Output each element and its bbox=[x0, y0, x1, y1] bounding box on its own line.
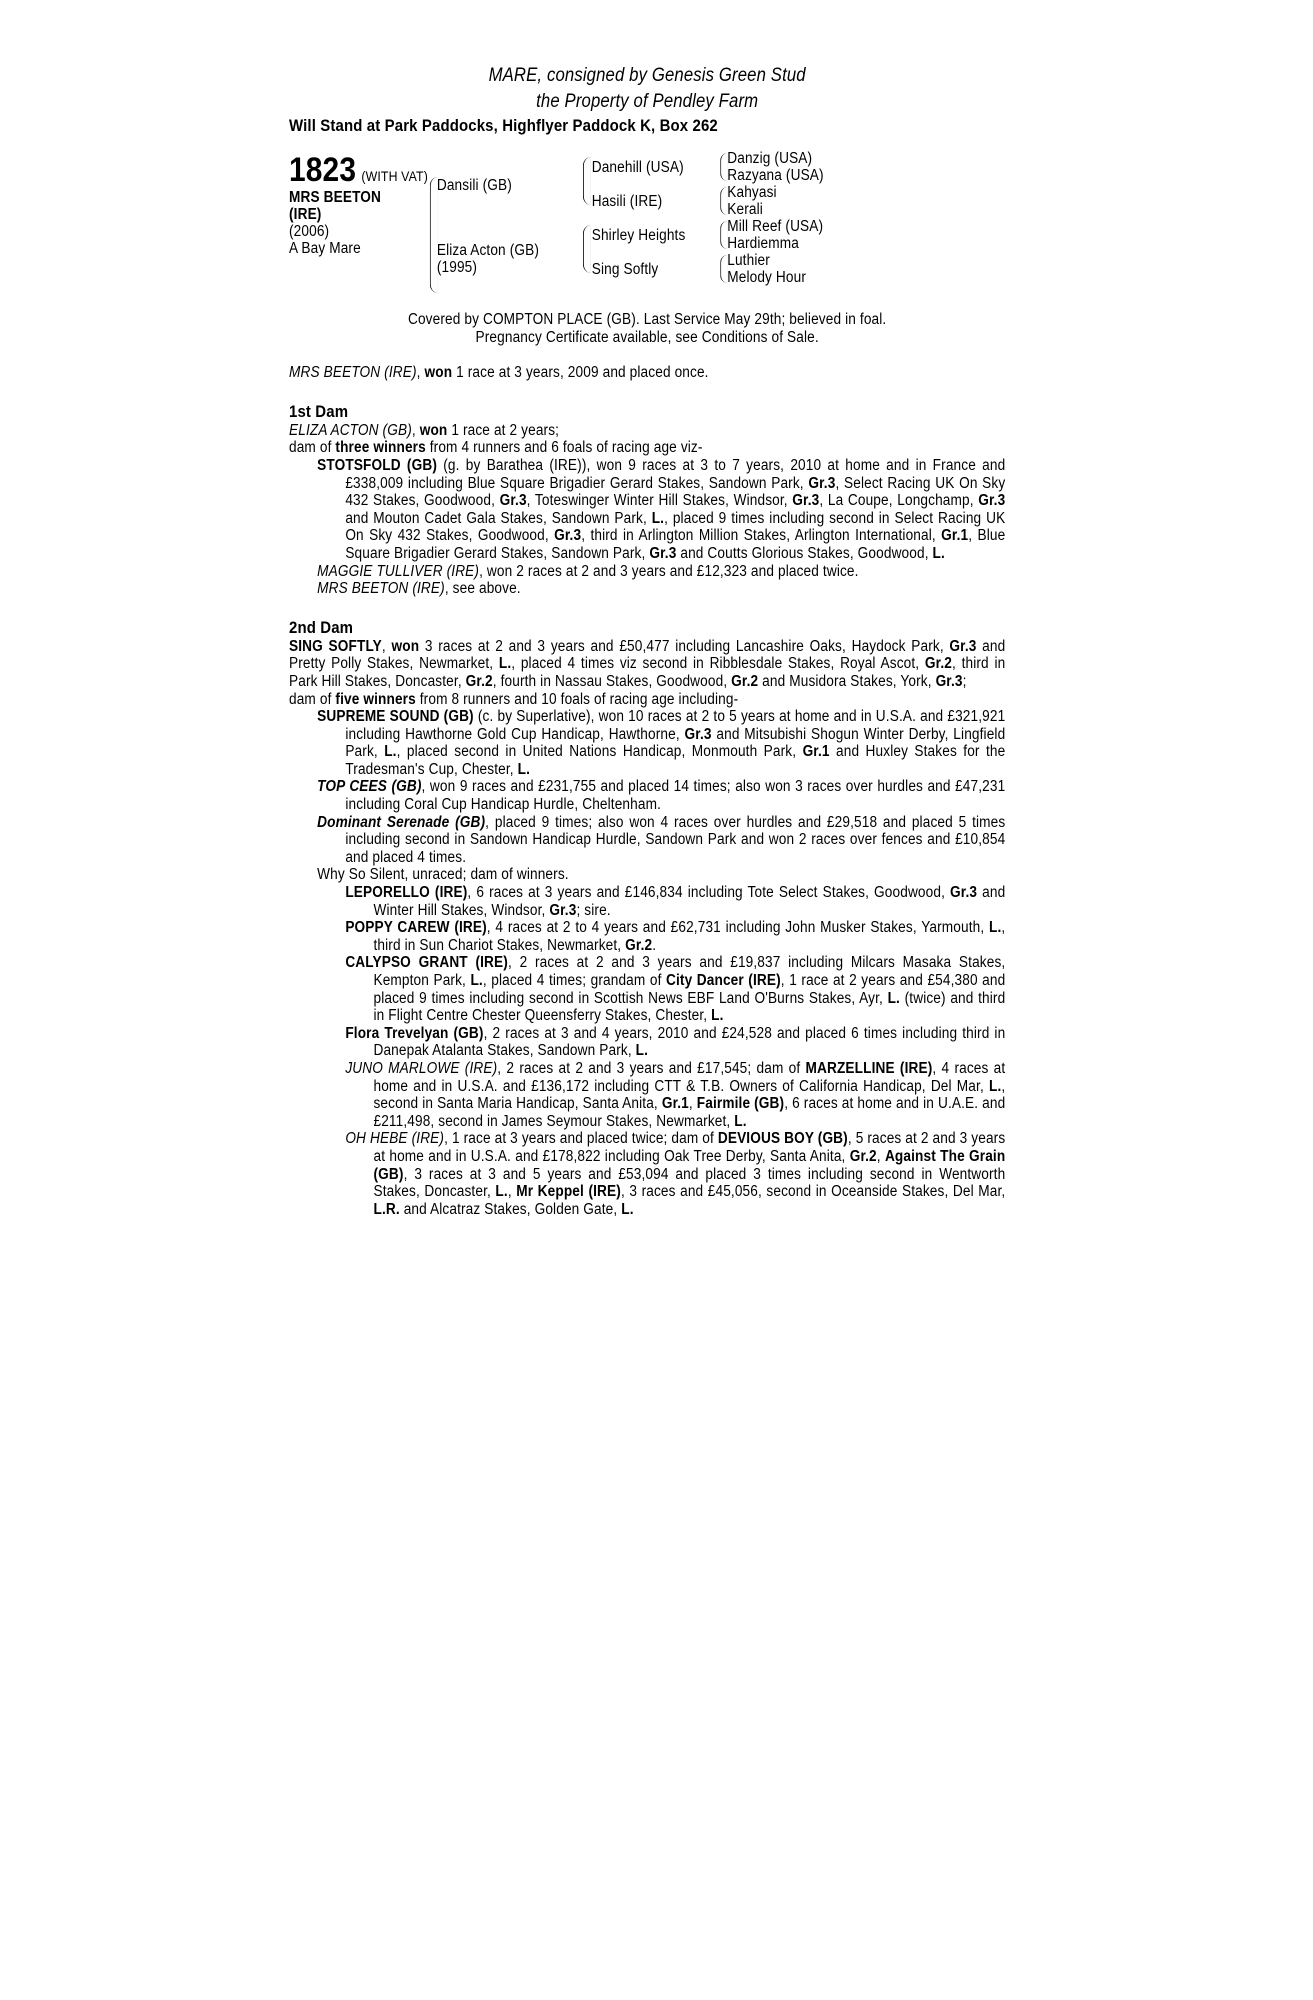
gen3-1: Danzig (USA) bbox=[727, 150, 813, 167]
first-dam-name-line: ELIZA ACTON (GB), won 1 race at 2 years; bbox=[289, 421, 560, 439]
produce-maggie-tulliver: MAGGIE TULLIVER (IRE), won 2 races at 2 and 3 years and £12,323 and placed twice. bbox=[317, 562, 859, 580]
produce-stotsfold: STOTSFOLD (GB) (g. by Barathea (IRE)), won 9 races at 3 to 7 years, 2010 at home and in France and £338,009 including Blue Square Brigadier Gerard Stakes, Sandown Park, Gr.3, Select Racing UK On Sky 432 Stakes, Goodwood, Gr.3, Toteswinger Winter Hill Stakes, Windsor, Gr.3, La Coupe, Longchamp, Gr.3 and Mouton Cadet Gala Stakes, Sandown Park, L., placed 9 times including second in Select Racing UK On Sky 432 Stakes, Goodwood, Gr.3, third in Arlington Million Stakes, Arlington International, Gr.1, Blue Square Brigadier Gerard Stakes, Sandown Park, Gr.3 and Coutts Glorious Stakes, Goodwood, L. bbox=[317, 456, 1006, 562]
gen3-brace-2 bbox=[720, 187, 727, 215]
second-dam-name: SING SOFTLY bbox=[289, 637, 382, 655]
first-dam-name: ELIZA ACTON (GB) bbox=[289, 421, 412, 439]
grandproduce-juno-marlowe: JUNO MARLOWE (IRE), 2 races at 2 and 3 years and £17,545; dam of MARZELLINE (IRE), 4 races at home and in U.S.A. and £136,172 including CTT & T.B. Owners of California Handicap, Del Mar, L., second in Santa Maria Handicap, Santa Anita, Gr.1, Fairmile (GB), 6 races at home and in U.A.E. and £211,498, second in James Seymour Stakes, Newmarket, L. bbox=[345, 1059, 1006, 1130]
gen3-5: Mill Reef (USA) bbox=[727, 218, 824, 235]
grandproduce-flora-trevelyan: Flora Trevelyan (GB), 2 races at 3 and 4 years, 2010 and £24,528 and placed 6 times including third in Danepak Atalanta Stakes, Sandown Park, L. bbox=[345, 1024, 1006, 1060]
produce-supreme-sound: SUPREME SOUND (GB) (c. by Superlative), won 10 races at 2 to 5 years at home and in U.S.A. and £321,921 including Hawthorne Gold Cup Handicap, Hawthorne, Gr.3 and Mitsubishi Shogun Winter Derby, Lingfield Park, L., placed second in United Nations Handicap, Monmouth Park, Gr.1 and Huxley Stakes for the Tradesman's Cup, Chester, L. bbox=[317, 708, 1006, 778]
pregnancy-line: Pregnancy Certificate available, see Conditions of Sale. bbox=[475, 328, 819, 346]
dam-brace bbox=[583, 225, 591, 273]
horse-year: (2006) bbox=[289, 223, 330, 240]
produce-why-so-silent: Why So Silent, unraced; dam of winners. bbox=[317, 866, 569, 884]
intro-horse-name: MRS BEETON (IRE) bbox=[289, 364, 417, 382]
pedigree-table bbox=[289, 149, 1005, 309]
first-dam-produce: dam of three winners from 4 runners and 6 foals of racing age viz- bbox=[289, 439, 703, 457]
grandproduce-calypso-grant: CALYPSO GRANT (IRE), 2 races at 2 and 3 years and £19,837 including Milcars Masaka Stakes, Kempton Park, L., placed 4 times; grandam of City Dancer (IRE), 1 race at 2 years and £54,380 and placed 9 times including second in Scottish News EBF Land O'Burns Stakes, Ayr, L. (twice) and third in Flight Centre Chester Queensferry Stakes, Chester, L. bbox=[345, 954, 1006, 1025]
lot-number-line bbox=[289, 153, 428, 187]
grandproduce-poppy-carew: POPPY CAREW (IRE), 4 races at 2 to 4 years and £62,731 including John Musker Stakes, Yarmouth, L., third in Sun Chariot Stakes, Newmarket, Gr.2. bbox=[345, 919, 1006, 954]
gen3-6: Hardiemma bbox=[727, 235, 799, 252]
horse-name: MRS BEETON bbox=[289, 189, 382, 206]
second-dam-heading: 2nd Dam bbox=[289, 617, 354, 637]
produce-dominant-serenade: Dominant Serenade (GB), placed 9 times; also won 4 races over hurdles and £29,518 and placed 5 times including second in Sandown Handicap Hurdle, Sandown Park and won 2 races over fences and £10,854 and placed 4 times. bbox=[317, 813, 1006, 866]
sire-brace bbox=[583, 157, 591, 205]
gen3-brace-4 bbox=[720, 255, 727, 283]
dam-year: (1995) bbox=[436, 259, 478, 276]
header-consignor: MARE, consigned by Genesis Green Stud bbox=[488, 65, 806, 86]
second-dam-produce: dam of five winners from 8 runners and 10 foals of racing age including- bbox=[289, 690, 739, 708]
sire: Dansili (GB) bbox=[436, 177, 512, 194]
second-dam-winners: five winners bbox=[335, 690, 416, 708]
sire-sire: Danehill (USA) bbox=[591, 159, 684, 176]
header-location: Will Stand at Park Paddocks, Highflyer Paddock K, Box 262 bbox=[289, 116, 718, 135]
produce-mrs-beeton: MRS BEETON (IRE), see above. bbox=[317, 580, 521, 598]
gen3-7: Luthier bbox=[727, 252, 770, 269]
first-dam-won: won bbox=[419, 421, 448, 439]
lot-number: 1823 bbox=[289, 151, 357, 189]
gen3-3: Kahyasi bbox=[727, 184, 777, 201]
first-dam-text: 1 race at 2 years; bbox=[447, 421, 560, 439]
covered-line: Covered by COMPTON PLACE (GB). Last Service May 29th; believed in foal. bbox=[407, 311, 887, 328]
second-dam-record: SING SOFTLY, won 3 races at 2 and 3 years and £50,477 including Lancashire Oaks, Haydock Park, Gr.3 and Pretty Polly Stakes, Newmarket, L., placed 4 times viz second in Ribblesdale Stakes, Royal Ascot, Gr.2, third in Park Hill Stakes, Doncaster, Gr.2, fourth in Nassau Stakes, Goodwood, Gr.2 and Musidora Stakes, York, Gr.3; bbox=[289, 637, 1006, 690]
grandproduce-leporello: LEPORELLO (IRE), 6 races at 3 years and £146,834 including Tote Select Stakes, Goodwood, Gr.3 and Winter Hill Stakes, Windsor, Gr.3; sire. bbox=[345, 884, 1006, 919]
gen3-4: Kerali bbox=[727, 201, 763, 218]
dam-dam: Sing Softly bbox=[591, 261, 659, 278]
horse-country: (IRE) bbox=[289, 206, 322, 223]
intro-won: won bbox=[424, 364, 453, 382]
produce-top-cees: TOP CEES (GB), won 9 races and £231,755 and placed 14 times; also won 3 races over hurdles and £47,231 including Coral Cup Handicap Hurdle, Cheltenham. bbox=[317, 778, 1006, 814]
dam-sire: Shirley Heights bbox=[591, 227, 686, 244]
dam: Eliza Acton (GB) bbox=[436, 242, 540, 259]
gen3-8: Melody Hour bbox=[727, 269, 807, 286]
gen3-2: Razyana (USA) bbox=[727, 167, 824, 184]
intro-text: 1 race at 3 years, 2009 and placed once. bbox=[452, 364, 709, 382]
sire-dam: Hasili (IRE) bbox=[591, 193, 663, 210]
vat-label: (WITH VAT) bbox=[361, 168, 428, 184]
gen3-brace-3 bbox=[720, 221, 727, 249]
intro-paragraph: MRS BEETON (IRE), won 1 race at 3 years, 2009 and placed once. bbox=[289, 364, 709, 382]
first-dam-winners: three winners bbox=[335, 439, 426, 457]
horse-description: A Bay Mare bbox=[289, 240, 361, 257]
header-property: the Property of Pendley Farm bbox=[536, 91, 759, 112]
grandproduce-oh-hebe: OH HEBE (IRE), 1 race at 3 years and placed twice; dam of DEVIOUS BOY (GB), 5 races at 2 and 3 years at home and in U.S.A. and £178,822 including Oak Tree Derby, Santa Anita, Gr.2, Against The Grain (GB), 3 races at 3 and 5 years and £53,094 and placed 3 times including second in Wentworth Stakes, Doncaster, L., Mr Keppel (IRE), 3 races and £45,056, second in Oceanside Stakes, Del Mar, L.R. and Alcatraz Stakes, Golden Gate, L. bbox=[345, 1130, 1006, 1218]
first-dam-heading: 1st Dam bbox=[289, 401, 349, 421]
gen3-brace-1 bbox=[720, 153, 727, 181]
catalogue-page bbox=[289, 63, 1006, 1218]
